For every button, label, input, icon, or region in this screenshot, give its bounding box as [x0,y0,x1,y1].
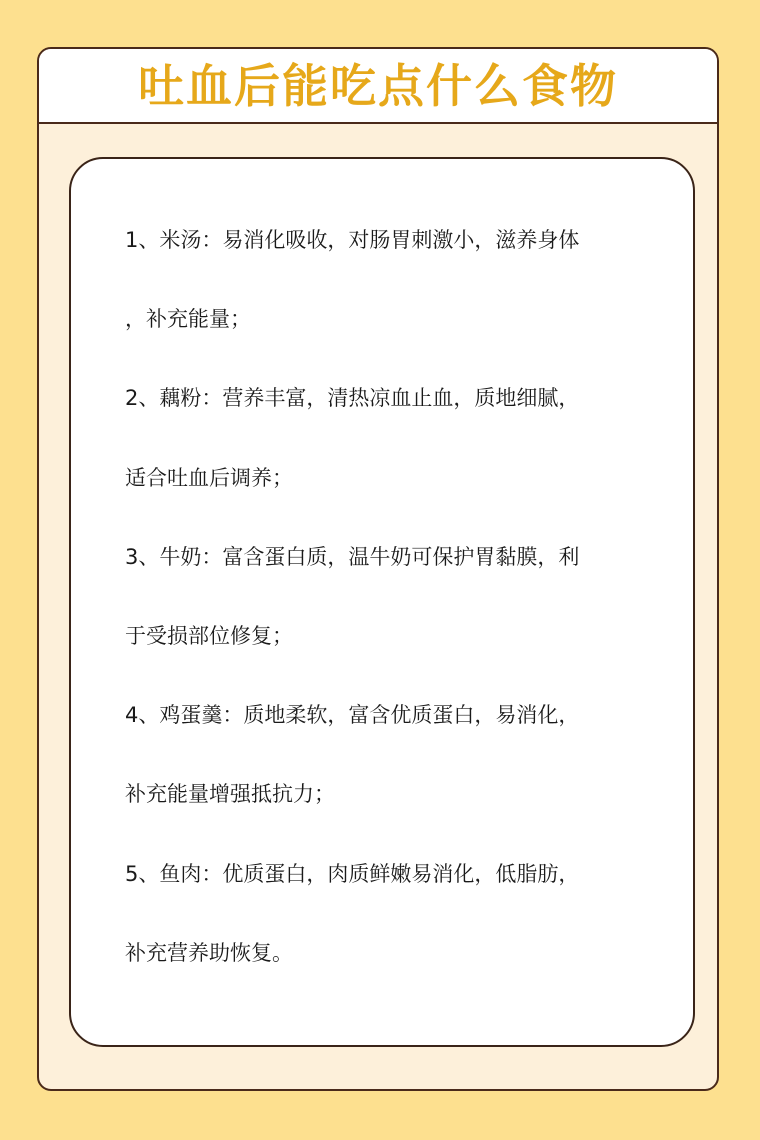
content-line: 1、米汤：易消化吸收，对肠胃刺激小，滋养身体 [125,228,580,252]
content-line: 4、鸡蛋羹：质地柔软，富含优质蛋白，易消化， [125,703,580,727]
outer-card [37,47,719,1091]
content-line: 适合吐血后调养； [125,466,293,490]
content-line: 2、藕粉：营养丰富，清热凉血止血，质地细腻， [125,386,580,410]
content-line: ，补充能量； [125,307,251,331]
content-line: 5、鱼肉：优质蛋白，肉质鲜嫩易消化，低脂肪， [125,862,580,886]
title-band [39,49,717,124]
page-title: 吐血后能吃点什么食物 [138,58,618,113]
content-line: 于受损部位修复； [125,624,293,648]
content-line: 3、牛奶：富含蛋白质，温牛奶可保护胃黏膜，利 [125,545,580,569]
content-card [69,157,695,1047]
content-line: 补充能量增强抵抗力； [125,782,335,806]
content-line: 补充营养助恢复。 [125,941,293,965]
